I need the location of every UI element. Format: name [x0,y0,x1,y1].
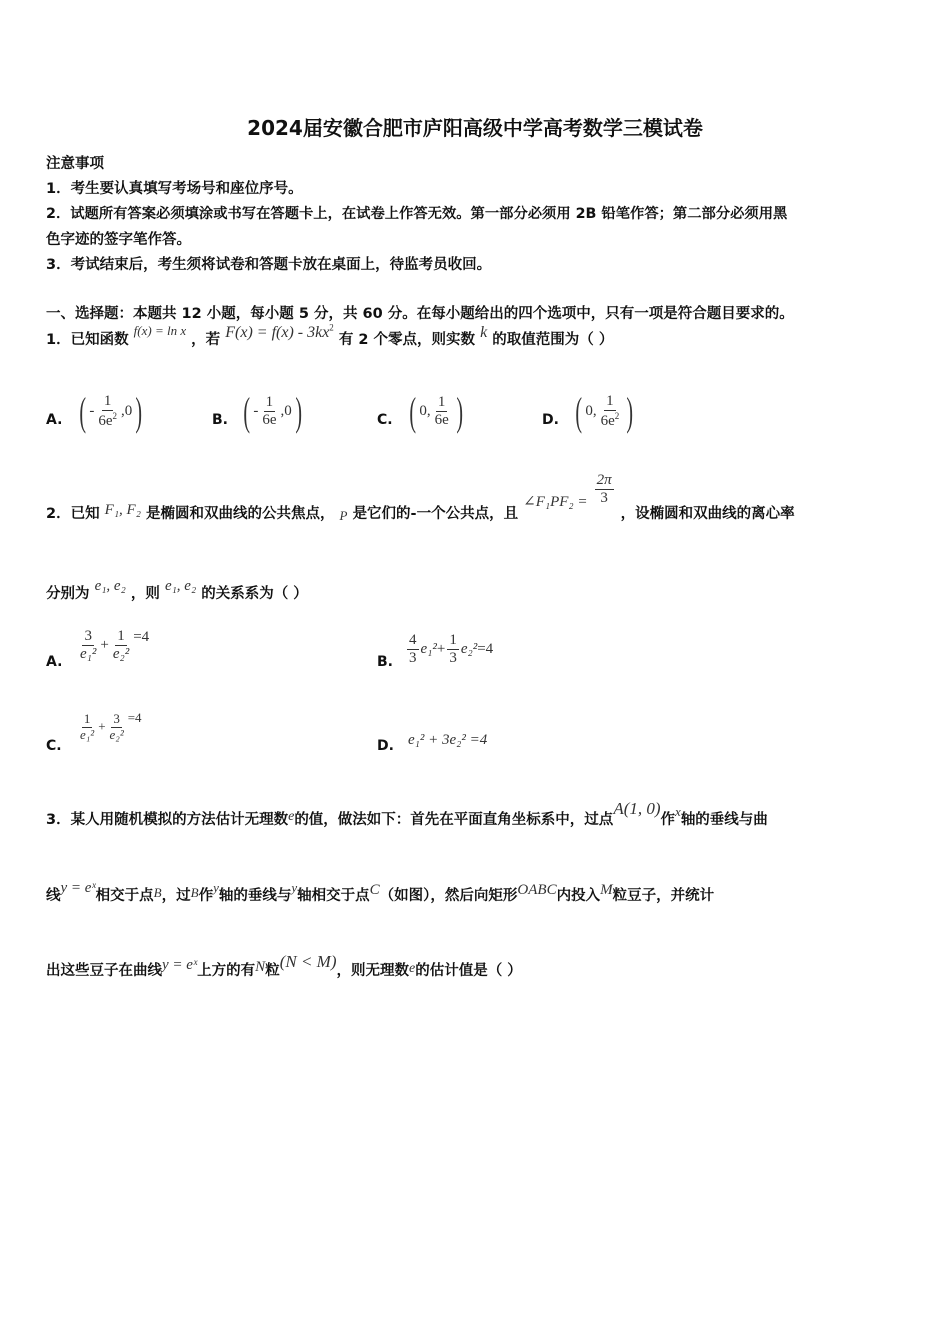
q2-b-num1: 4 [407,632,419,650]
q2-c-den1: e₁² [80,726,95,742]
q1-k: k [480,324,488,341]
q1-option-c-label: C. [377,412,393,428]
q2-text-5: 分别为 [46,586,90,602]
q2-option-a-label: A. [46,654,63,670]
q1-option-d-label: D. [542,412,559,428]
q3-x: x [675,804,681,819]
question-3-line-2 [46,880,715,905]
q3-text-10: 轴相交于点 [297,888,370,904]
q1-option-b-label: B. [212,412,228,428]
q2-text-1: 2．已知 [46,505,100,522]
q2-c-plus: + [98,718,106,734]
q2-option-d-label: D. [377,738,394,754]
question-2 [46,472,795,523]
q3-e: e [288,809,295,824]
q1-text-1: 1．已知函数 [46,332,129,348]
q2-a-den2: e₂² [112,646,130,663]
q3-text-9: 轴的垂线与 [218,888,292,904]
q1-a-right: ,0 [121,402,133,419]
q3-text-1: 3．某人用随机模拟的方法估计无理数 [46,812,289,828]
q2-angle-num: 2π [595,472,614,490]
q2-c-den2: e₂² [109,726,124,742]
q2-b-var2: e₂² [460,641,478,658]
q1-c-den: 6e [434,412,449,428]
q2-c-num2: 3 [113,711,120,726]
q2-c-num1: 1 [83,711,91,726]
q1-d-den: 6e [600,413,615,429]
q3-text-18: 的估计值是（ ） [415,963,522,979]
q3-n-lt-m: (N < M) [279,952,337,971]
q2-b-den1: 3 [409,650,417,667]
q2-a-den1: e₁² [80,646,97,663]
q2-b-eq: =4 [477,641,494,658]
q3-text-16: 粒 [265,963,280,979]
q3-y: y [213,880,219,895]
q1-b-den: 6e [262,412,277,428]
q1-option-c: ( 0, $\frac{1}{6e}$ ) [409,389,463,434]
q3-text-3: 作 [660,812,676,828]
q3-text-11: （如图），然后向矩形 [379,888,518,904]
q2-option-c [76,712,142,743]
notice-heading: 注意事项 [46,156,104,172]
q3-text-6: 相交于点 [95,888,154,904]
question-3-line-3 [46,952,522,980]
page-title: 2024届安徽合肥市庐阳高级中学高考数学三模试卷 [247,116,703,140]
q3-b: B [153,885,162,900]
q2-foci: F₁, F₂ [104,501,141,518]
q1-b-num: 1 [264,394,276,412]
q2-text-7: 的关系系为（ ） [201,586,308,602]
q2-option-b [405,632,493,668]
q2-b-var1: e₁² [420,641,437,658]
q1-text-4: 的取值范围为（ ） [492,332,614,348]
q3-text-5: 线 [46,888,61,904]
q3-curve: y = eˣ [60,880,96,896]
q1-F-expr: $F(x) = f(x) - 3kx^2$ [225,322,334,341]
q1-b-right: ,0 [280,402,292,419]
q3-point-a: A(1, 0) [613,799,661,818]
q2-b-den2: 3 [449,650,457,667]
q2-c-eq: =4 [127,710,142,726]
q2-text-2: 是椭圆和双曲线的公共焦点， [145,505,335,522]
q2-a-num2: 1 [115,628,127,646]
q2-angle: ∠F₁PF₂ = [523,493,588,510]
q3-b-2: B [190,885,199,900]
q2-a-plus: + [100,637,109,654]
q1-c-num: 1 [436,394,448,412]
q1-a-left: - [89,402,95,419]
notice-item-3: 3．考试结束后，考生须将试卷和答题卡放在桌面上，待监考员收回。 [46,257,492,273]
q1-option-a: ( - $\frac{1}{6e^2}$ ,0) [79,389,143,434]
q1-d-frac: $\frac{1}{6e^2}$ [600,392,620,429]
q3-text-17: ，则无理数 [336,963,409,979]
q3-curve-2: y = eˣ [162,957,198,973]
q1-F-text: F(x) = f(x) - 3kx [225,324,330,341]
q1-text-3: 有 2 个零点，则实数 [338,332,476,348]
q2-angle-den: 3 [600,490,608,507]
question-1 [46,322,614,349]
question-2-cont [46,578,308,603]
q2-option-a [76,628,149,664]
q3-m: M [600,882,613,898]
q2-b-num2: 1 [447,632,459,650]
q1-b-left: - [253,402,259,419]
q3-text-14: 出这些豆子在曲线 [46,963,162,979]
q3-n: N [255,959,266,975]
q2-p: P [339,507,348,523]
q1-b-frac [260,394,278,430]
q3-text-12: 内投入 [556,888,601,904]
q1-text-2: ，若 [191,332,221,348]
q3-text-2: 的值，做法如下：首先在平面直角坐标系中，过点 [294,812,614,828]
q1-option-a-label: A. [46,412,63,428]
q2-e12-b: e₁, e₂ [164,578,197,594]
q2-b-plus: + [436,641,446,658]
q2-text-4: ，设椭圆和双曲线的离心率 [620,505,795,522]
notice-item-2-cont: 色字迹的签字笔作答。 [46,232,191,248]
q1-a-den: 6e [98,413,113,429]
q2-option-c-label: C. [46,738,62,754]
q1-a-frac: $\frac{1}{6e^2}$ [98,392,117,429]
notice-item-2: 2．试题所有答案必须填涂或书写在答题卡上，在试卷上作答无效。第一部分必须用 2B 铅笔作答；第二部分必须用黑 [46,206,788,222]
q1-d-num: 1 [604,393,616,411]
q2-a-eq: =4 [133,629,150,646]
q1-c-left: 0, [419,402,431,419]
q2-option-b-label: B. [377,654,393,670]
q1-c-frac [433,394,451,430]
q3-c: C [369,882,380,898]
q3-oabc: OABC [517,882,557,898]
q2-option-d: e₁² + 3e₂² =4 [408,732,488,748]
q1-option-d: ( 0, $\frac{1}{6e^2}$ ) [575,389,634,434]
question-3 [46,798,768,828]
q2-text-3: 是它们的-一个公共点，且 [352,505,519,522]
section-heading: 一、选择题：本题共 12 小题，每小题 5 分，共 60 分。在每小题给出的四个选项中，只有一项是符合题目要求的。 [46,306,794,322]
q2-e12: e₁, e₂ [94,578,126,594]
q1-option-b: ( - $\frac{1}{6e}$ ,0) [243,389,302,434]
q3-text-8: 作 [198,888,214,904]
q1-d-left: 0, [585,402,597,419]
q3-e-2: e [408,961,416,976]
q3-text-4: 轴的垂线与曲 [680,812,768,828]
q3-text-7: ，过 [161,888,191,904]
q2-text-6: ，则 [130,586,160,602]
q2-angle-frac [595,472,614,508]
q3-y-2: y [291,880,298,895]
q3-text-15: 上方的有 [197,963,256,979]
q2-a-num1: 3 [82,628,94,646]
q1-f-expr: f(x) = ln x [133,323,187,338]
q1-a-num: 1 [102,393,114,411]
notice-item-1: 1．考生要认真填写考场号和座位序号。 [46,181,303,197]
q3-text-13: 粒豆子，并统计 [612,888,715,904]
